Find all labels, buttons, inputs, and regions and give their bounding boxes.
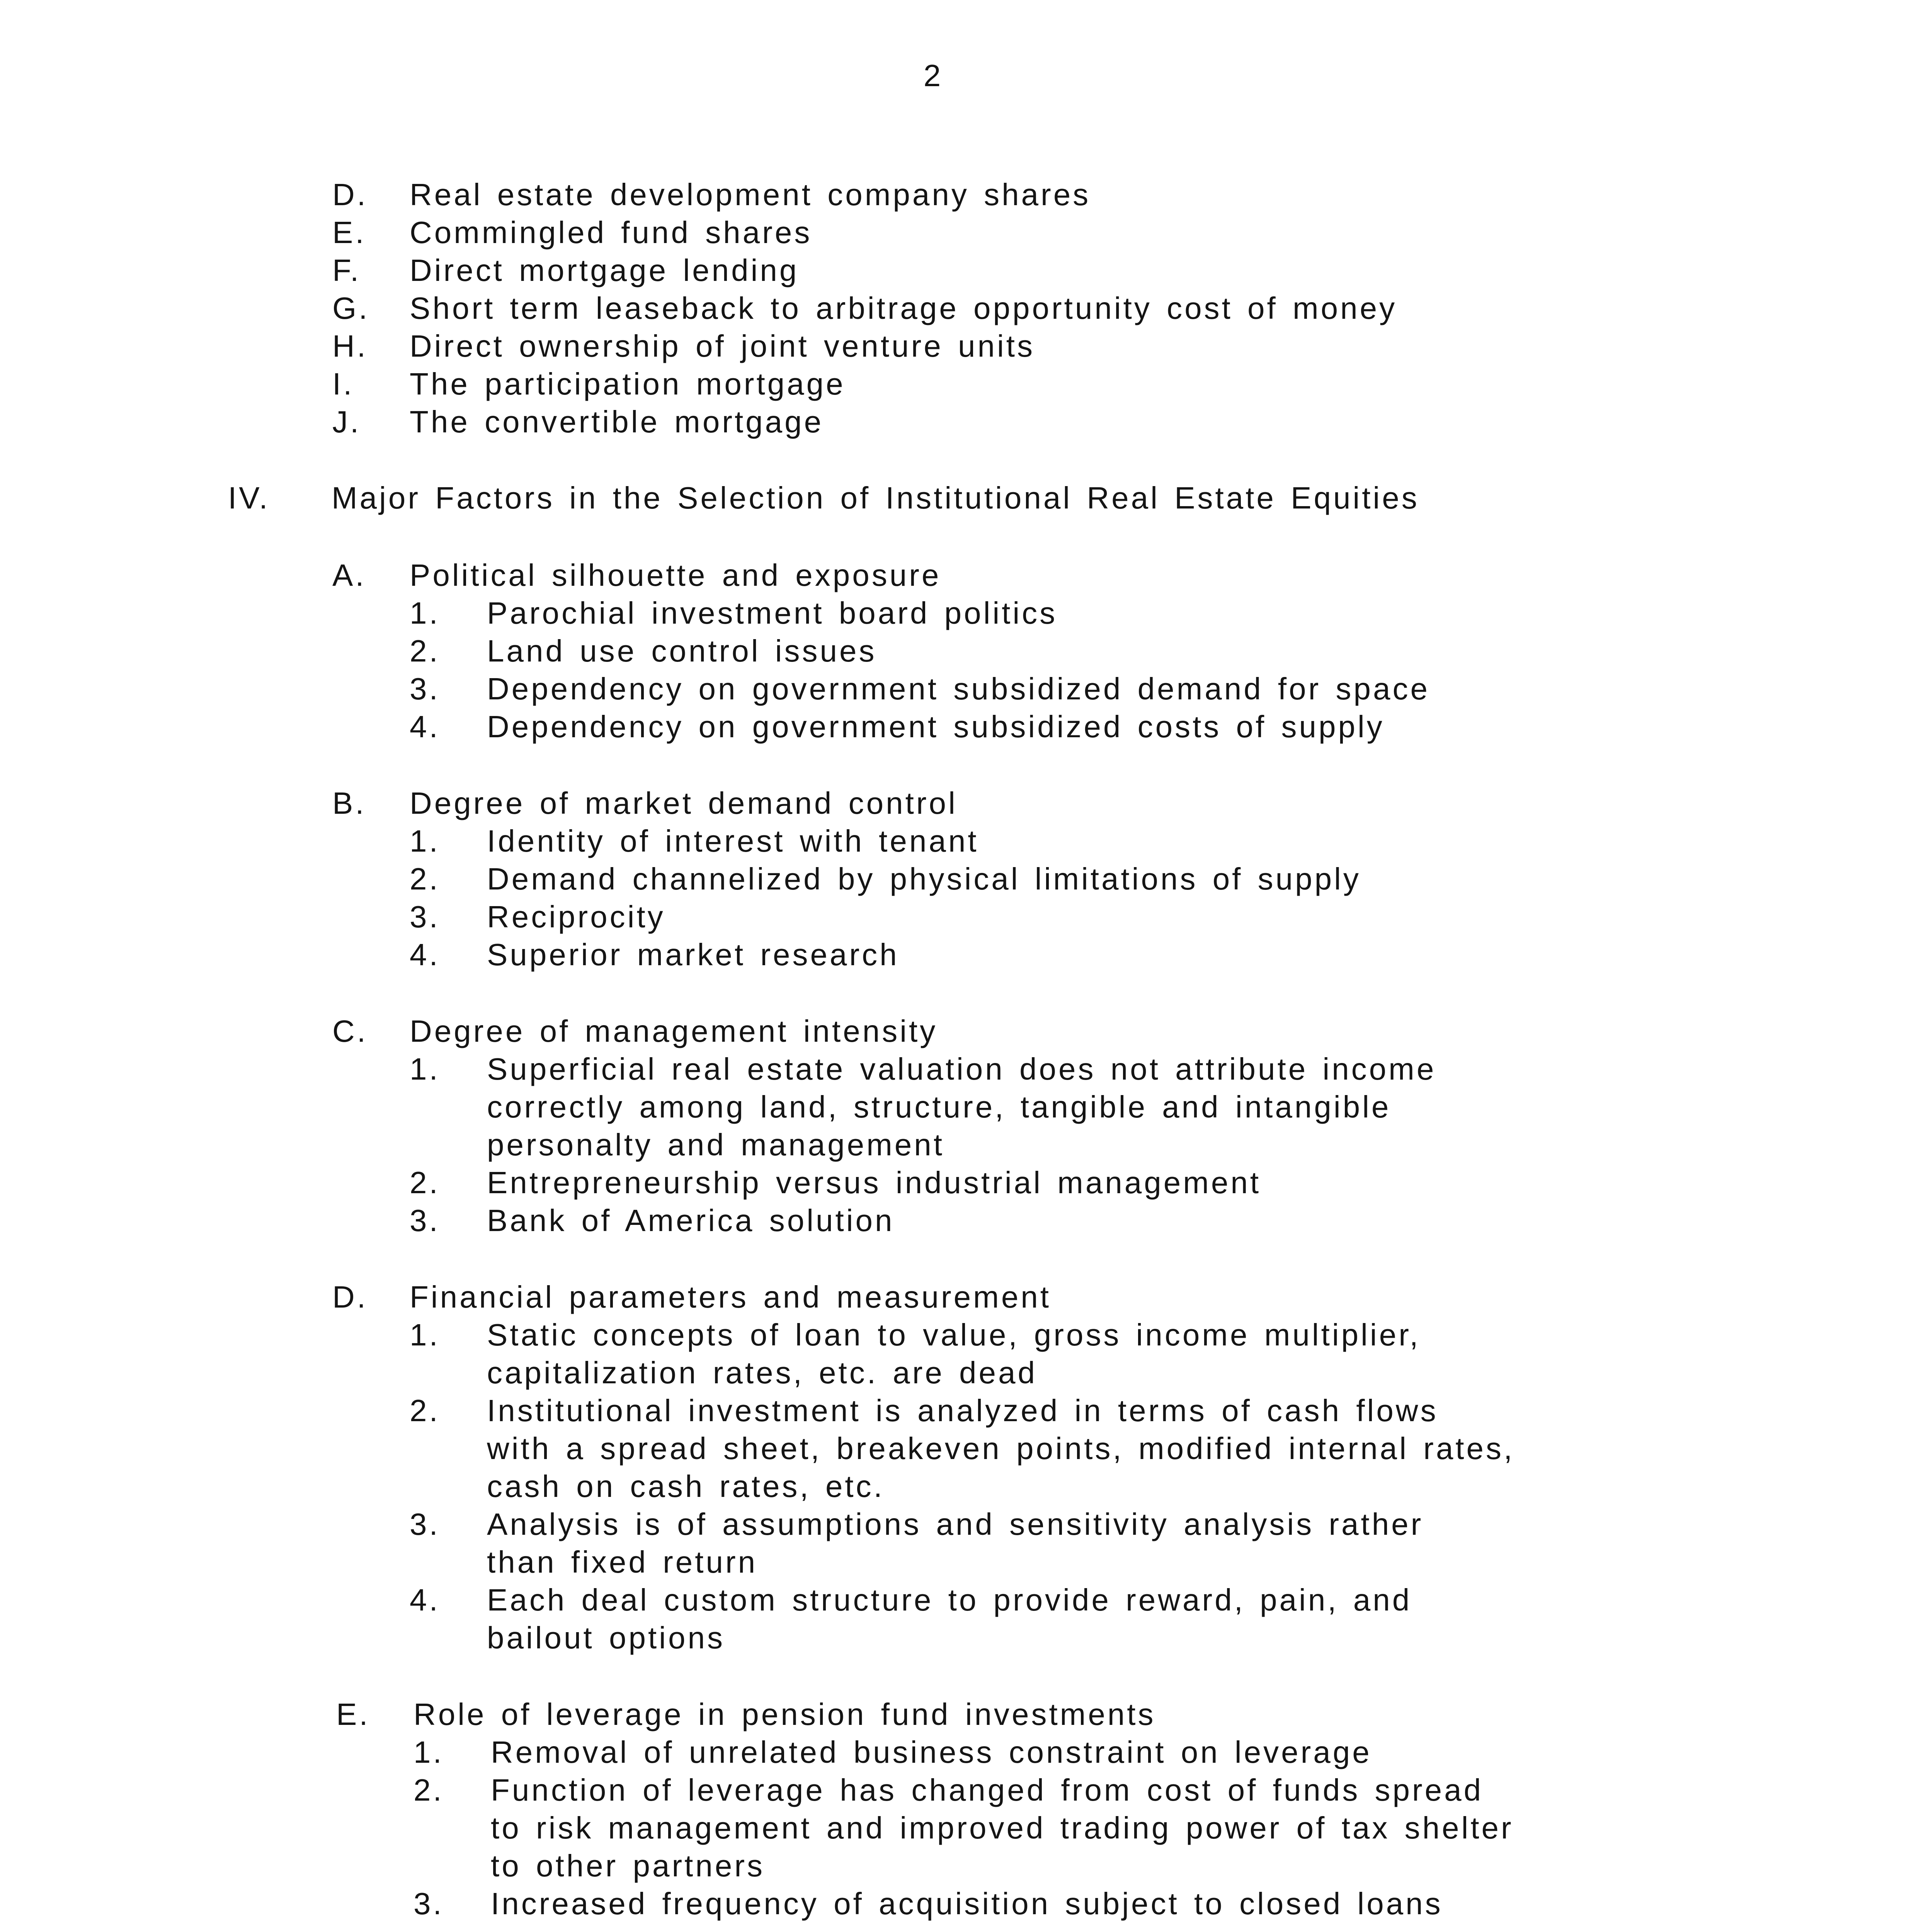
item-text: correctly among land, structure, tangible and intangible [487,1090,1391,1124]
subsection-marker: C. [332,1014,368,1048]
item-text: Commingled fund shares [410,215,812,250]
item-number: 4. [410,937,440,972]
item-text: Parochial investment board politics [487,596,1058,630]
item-text: Real estate development company shares [410,177,1091,212]
subsection-marker: D. [332,1280,368,1314]
item-number: 3. [410,1507,440,1541]
item-text: Land use control issues [487,634,877,668]
item-text: Demand channelized by physical limitations of supply [487,862,1361,896]
subsection-title: Financial parameters and measurement [410,1280,1052,1314]
item-number: 1. [410,1318,440,1352]
page-number: 2 [923,58,943,93]
section-marker: IV. [228,481,270,515]
item-text: Dependency on government subsidized costs of supply [487,709,1385,744]
item-number: 3. [413,1886,444,1921]
item-marker: F. [332,253,361,287]
item-text: cash on cash rates, etc. [487,1469,885,1503]
item-number: 4. [410,709,440,744]
section-title: Major Factors in the Selection of Institutional Real Estate Equities [332,481,1419,515]
item-text: Dependency on government subsidized demand for space [487,672,1430,706]
item-text: Each deal custom structure to provide reward, pain, and [487,1583,1412,1617]
item-marker: G. [332,291,370,325]
item-number: 1. [410,824,440,858]
item-number: 3. [410,1203,440,1238]
item-text: Function of leverage has changed from cost of funds spread [491,1773,1484,1807]
item-marker: J. [332,405,361,439]
item-text: Entrepreneurship versus industrial management [487,1165,1261,1200]
item-number: 2. [410,1393,440,1428]
subsection-title: Degree of market demand control [410,786,958,820]
subsection-marker: A. [332,558,366,592]
item-number: 1. [410,596,440,630]
item-text: Static concepts of loan to value, gross income multiplier, [487,1318,1421,1352]
item-text: bailout options [487,1621,725,1655]
subsection-title: Degree of management intensity [410,1014,938,1048]
item-text: personalty and management [487,1128,944,1162]
item-number: 3. [410,900,440,934]
item-number: 2. [413,1773,444,1807]
item-number: 2. [410,634,440,668]
item-marker: D. [332,177,368,212]
item-number: 4. [410,1583,440,1617]
item-text: Bank of America solution [487,1203,895,1238]
item-text: with a spread sheet, breakeven points, modified internal rates, [487,1431,1515,1466]
item-text: capitalization rates, etc. are dead [487,1355,1038,1390]
item-text: Superficial real estate valuation does not attribute income [487,1052,1436,1086]
item-number: 2. [410,862,440,896]
item-marker: E. [332,215,366,250]
item-text: Increased frequency of acquisition subject to closed loans [491,1886,1443,1921]
subsection-title: Political silhouette and exposure [410,558,941,592]
subsection-title: Role of leverage in pension fund investments [413,1697,1156,1731]
item-number: 1. [410,1052,440,1086]
item-text: Institutional investment is analyzed in terms of cash flows [487,1393,1438,1428]
item-number: 1. [413,1735,444,1769]
item-text: Identity of interest with tenant [487,824,979,858]
item-marker: I. [332,367,354,401]
item-text: Superior market research [487,937,899,972]
item-text: Reciprocity [487,900,665,934]
item-text: to risk management and improved trading power of tax shelter [491,1811,1514,1845]
item-text: to other partners [491,1849,765,1883]
item-text: Direct ownership of joint venture units [410,329,1035,363]
subsection-marker: B. [332,786,366,820]
item-text: Analysis is of assumptions and sensitivity analysis rather [487,1507,1424,1541]
item-text: The participation mortgage [410,367,846,401]
item-text: than fixed return [487,1545,758,1579]
item-number: 2. [410,1165,440,1200]
item-number: 3. [410,672,440,706]
item-marker: H. [332,329,368,363]
item-text: Short term leaseback to arbitrage opportunity cost of money [410,291,1397,325]
item-text: Direct mortgage lending [410,253,799,287]
item-text: The convertible mortgage [410,405,824,439]
subsection-marker: E. [336,1697,370,1731]
item-text: Removal of unrelated business constraint on leverage [491,1735,1372,1769]
